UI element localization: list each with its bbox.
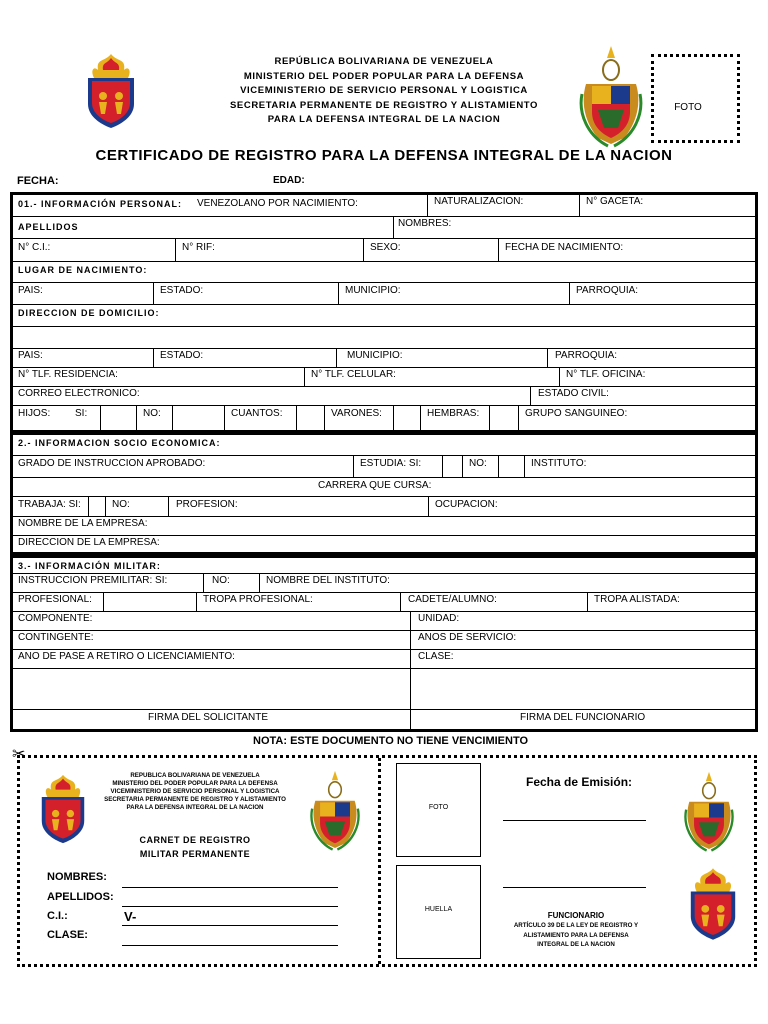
articulo-line: ALISTAMIENTO PARA LA DEFENSA	[523, 931, 629, 939]
sexo-label: SEXO:	[370, 242, 401, 253]
carrera-label: CARRERA QUE CURSA:	[318, 480, 432, 491]
municipio-label: MUNICIPIO:	[345, 285, 401, 296]
articulo-line: ARTÍCULO 39 DE LA LEY DE REGISTRO Y	[513, 922, 639, 929]
card-divider	[378, 758, 381, 964]
hijos-no-label: NO:	[143, 408, 161, 419]
header-line: MINISTERIO DEL PODER POPULAR PARA LA DEFENSA	[243, 70, 525, 82]
card-right-coat-of-arms	[683, 768, 735, 856]
contingente-label: CONTINGENTE:	[18, 632, 94, 643]
carnet-title	[110, 833, 280, 861]
card-nombres-label: NOMBRES:	[47, 871, 107, 883]
trabaja-no-label: NO:	[112, 499, 130, 510]
parroquia-label-2: PARROQUIA:	[555, 350, 618, 361]
gaceta-label: N° GACETA:	[586, 196, 644, 207]
trabaja-label: TRABAJA: SI:	[18, 499, 81, 510]
header-line: VICEMINISTERIO DE SERVICIO PERSONAL Y LOGISTICA	[240, 85, 528, 96]
rif-label: N° RIF:	[182, 242, 215, 253]
page-title: CERTIFICADO DE REGISTRO PARA LA DEFENSA INTEGRAL DE LA NACION	[95, 147, 673, 164]
card-photo-box	[396, 763, 481, 857]
hijos-si-label: SI:	[75, 408, 88, 419]
grado-label: GRADO DE INSTRUCCION APROBADO:	[18, 458, 206, 469]
fecha-nac-label: FECHA DE NACIMIENTO:	[505, 242, 624, 253]
profesion-label: PROFESION:	[176, 499, 238, 510]
lugar-nac-label: LUGAR DE NACIMIENTO:	[18, 265, 148, 275]
firma-funcionario-label: FIRMA DEL FUNCIONARIO	[520, 712, 646, 723]
header-line: REPÚBLICA BOLIVARIANA DE VENEZUELA	[274, 56, 494, 67]
estado-label: ESTADO:	[160, 285, 204, 296]
carnet-title-line2: MILITAR PERMANENTE	[139, 849, 251, 859]
naturalizacion-label: NATURALIZACION:	[434, 196, 524, 207]
hijos-label: HIJOS:	[18, 408, 51, 419]
anos-servicio-label: ANOS DE SERVICIO:	[418, 632, 517, 643]
dir-empresa-label: DIRECCION DE LA EMPRESA:	[18, 537, 160, 548]
header-line: PARA LA DEFENSA INTEGRAL DE LA NACION	[267, 114, 501, 125]
card-header-line: MINISTERIO DEL PODER POPULAR PARA LA DEFENSA	[112, 780, 278, 787]
estudia-no-label: NO:	[469, 458, 487, 469]
header-block	[180, 55, 588, 128]
section3-title: 3.- INFORMACIÓN MILITAR:	[18, 561, 161, 571]
fecha-emision-label: Fecha de Emisión:	[526, 775, 633, 789]
tlf-residencia-label: N° TLF. RESIDENCIA:	[18, 369, 118, 380]
ocupacion-label: OCUPACION:	[435, 499, 498, 510]
pais-label-2: PAIS:	[18, 350, 43, 361]
right-coat-of-arms	[578, 44, 644, 150]
card-header-line: SECRETARIA PERMANENTE DE REGISTRO Y ALISTAMIENTO	[104, 796, 286, 803]
card-right-emblem	[685, 866, 741, 942]
header-line: SECRETARIA PERMANENTE DE REGISTRO Y ALISTAMIENTO	[229, 99, 539, 111]
card-clase-label: CLASE:	[47, 929, 88, 941]
pais-label: PAIS:	[18, 285, 43, 296]
nota-text: NOTA: ESTE DOCUMENTO NO TIENE VENCIMIENTO	[253, 735, 529, 747]
clase-label: CLASE:	[418, 651, 454, 662]
card-fingerprint-box	[396, 865, 481, 959]
estado-civil-label: ESTADO CIVIL:	[538, 388, 609, 399]
card-header	[95, 772, 295, 812]
card-ci-value: V-	[124, 909, 137, 924]
firma-solicitante-label: FIRMA DEL SOLICITANTE	[148, 712, 269, 723]
tropa-profesional-label: TROPA PROFESIONAL:	[203, 594, 313, 605]
apellidos-label: APELLIDOS	[18, 222, 79, 232]
photo-box	[651, 54, 740, 143]
direccion-label: DIRECCION DE DOMICILIO:	[18, 308, 160, 318]
estudia-label: ESTUDIA: SI:	[360, 458, 422, 469]
profesional-label: PROFESIONAL:	[18, 594, 92, 605]
unidad-label: UNIDAD:	[418, 613, 460, 624]
section1-title: 01.- INFORMACIÓN PERSONAL:	[18, 199, 183, 209]
premilitar-label: INSTRUCCION PREMILITAR: SI:	[18, 575, 168, 586]
tlf-oficina-label: N° TLF. OFICINA:	[566, 369, 646, 380]
scissors-icon: ✂	[12, 746, 26, 763]
card-header-line: REPUBLICA BOLIVARIANA DE VENEZUELA	[130, 772, 260, 779]
varones-label: VARONES:	[331, 408, 382, 419]
correo-label: CORREO ELECTRONICO:	[18, 388, 140, 399]
ano-pase-label: ANO DE PASE A RETIRO O LICENCIAMIENTO:	[18, 651, 235, 662]
photo-label: FOTO	[674, 102, 702, 113]
edad-label: EDAD:	[273, 175, 305, 186]
instituto-label: INSTITUTO:	[531, 458, 587, 469]
card-left-emblem	[36, 773, 90, 845]
card-fingerprint-label: HUELLA	[424, 906, 453, 913]
nombre-instituto-label: NOMBRE DEL INSTITUTO:	[266, 575, 390, 586]
cuantos-label: CUANTOS:	[231, 408, 283, 419]
grupo-sanguineo-label: GRUPO SANGUINEO:	[525, 408, 628, 419]
left-emblem	[82, 52, 140, 130]
municipio-label-2: MUNICIPIO:	[347, 350, 403, 361]
tlf-celular-label: N° TLF. CELULAR:	[311, 369, 396, 380]
nombres-label: NOMBRES:	[398, 218, 452, 229]
venezolano-label: VENEZOLANO POR NACIMIENTO:	[197, 198, 358, 209]
card-coat-of-arms	[309, 768, 361, 854]
card-header-line: PARA LA DEFENSA INTEGRAL DE LA NACION	[126, 804, 264, 811]
premilitar-no-label: NO:	[212, 575, 230, 586]
cadete-label: CADETE/ALUMNO:	[408, 594, 497, 605]
empresa-label: NOMBRE DE LA EMPRESA:	[18, 518, 148, 529]
tropa-alistada-label: TROPA ALISTADA:	[594, 594, 680, 605]
carnet-title-line1: CARNET DE REGISTRO	[139, 835, 251, 845]
funcionario-label: FUNCIONARIO	[547, 911, 605, 920]
articulo-line: INTEGRAL DE LA NACION	[537, 941, 615, 948]
card-header-line: VICEMINISTERIO DE SERVICIO PERSONAL Y LOGISTICA	[110, 788, 280, 795]
ci-label: N° C.I.:	[18, 242, 51, 253]
componente-label: COMPONENTE:	[18, 613, 93, 624]
card-photo-label: FOTO	[428, 804, 449, 811]
estado-label-2: ESTADO:	[160, 350, 204, 361]
card-apellidos-label: APELLIDOS:	[47, 891, 114, 903]
section2-title: 2.- INFORMACION SOCIO ECONOMICA:	[18, 438, 221, 448]
fecha-label: FECHA:	[17, 175, 59, 187]
hembras-label: HEMBRAS:	[427, 408, 480, 419]
parroquia-label: PARROQUIA:	[576, 285, 639, 296]
card-ci-label: C.I.:	[47, 910, 68, 922]
funcionario-block	[494, 910, 658, 950]
